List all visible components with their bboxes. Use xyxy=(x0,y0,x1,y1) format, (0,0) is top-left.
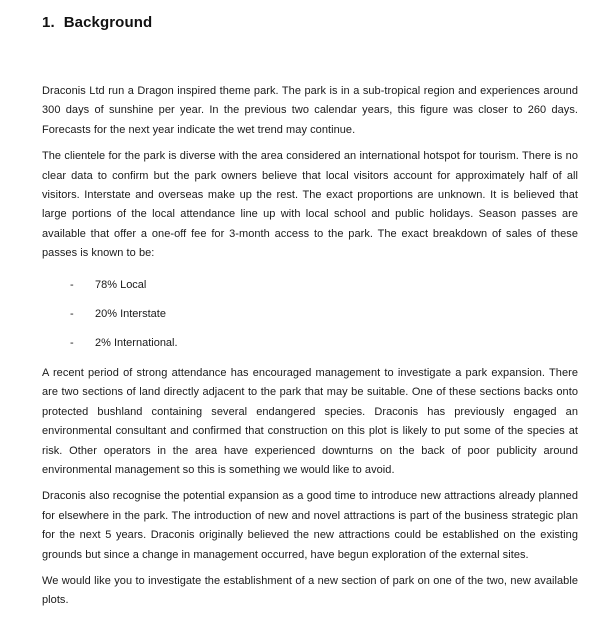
paragraph-clientele: The clientele for the park is diverse with the area considered an international hotspot for tourism. There is no clear data to confirm but the park owners believe that local visitors account for approximately half of all visitors. Interstate and overseas make up the rest. The exact proportions are unknown. It is believed that large portions of the local attendance line up with local school and public holidays. Season passes are available that offer a one-off fee for 3-month access to the park. The exact breakdown of sales of these passes is known to be: xyxy=(42,150,578,260)
list-item-label: 78% Local xyxy=(95,278,147,291)
section-heading xyxy=(42,14,578,31)
list-item-international xyxy=(42,334,578,353)
paragraph-task-request: We would like you to investigate the establishment of a new section of park on one of the two, new available plots. xyxy=(42,574,578,607)
pass-breakdown-list xyxy=(42,276,578,354)
section-number: 1. xyxy=(42,14,55,31)
list-item-label: 2% International. xyxy=(95,337,178,350)
list-dash-marker: - xyxy=(70,337,74,350)
list-item-interstate xyxy=(42,305,578,324)
paragraph-park-intro: Draconis Ltd run a Dragon inspired theme park. The park is in a sub-tropical region and experiences around 300 days of sunshine per year. In the previous two calendar years, this figure was closer to 260 days. Forecasts for the next year indicate the wet trend may continue. xyxy=(42,85,578,136)
paragraph-new-attractions: Draconis also recognise the potential expansion as a good time to introduce new attractions already planned for elsewhere in the park. The introduction of new and novel attractions is part of the business strategic plan for the next 5 years. Draconis originally believed the new attractions could be established on the existing grounds but since a change in management occurred, have begun exploration of the external sites. xyxy=(42,490,578,561)
list-dash-marker: - xyxy=(70,278,74,291)
paragraph-expansion: A recent period of strong attendance has encouraged management to investigate a park expansion. There are two sections of land directly adjacent to the park that may be suitable. One of these sections backs onto protected bushland containing several endangered species. Draconis has previously engaged an environmental consultant and confirmed that construction on this plot is likely to put some of the species at risk. Other operators in the area have experienced downturns on the back of poor publicity around environmental management so this is something we would like to avoid. xyxy=(42,366,578,476)
list-item-local xyxy=(42,276,578,295)
list-dash-marker: - xyxy=(70,308,74,321)
section-title: Background xyxy=(63,14,153,31)
list-item-label: 20% Interstate xyxy=(95,308,166,321)
